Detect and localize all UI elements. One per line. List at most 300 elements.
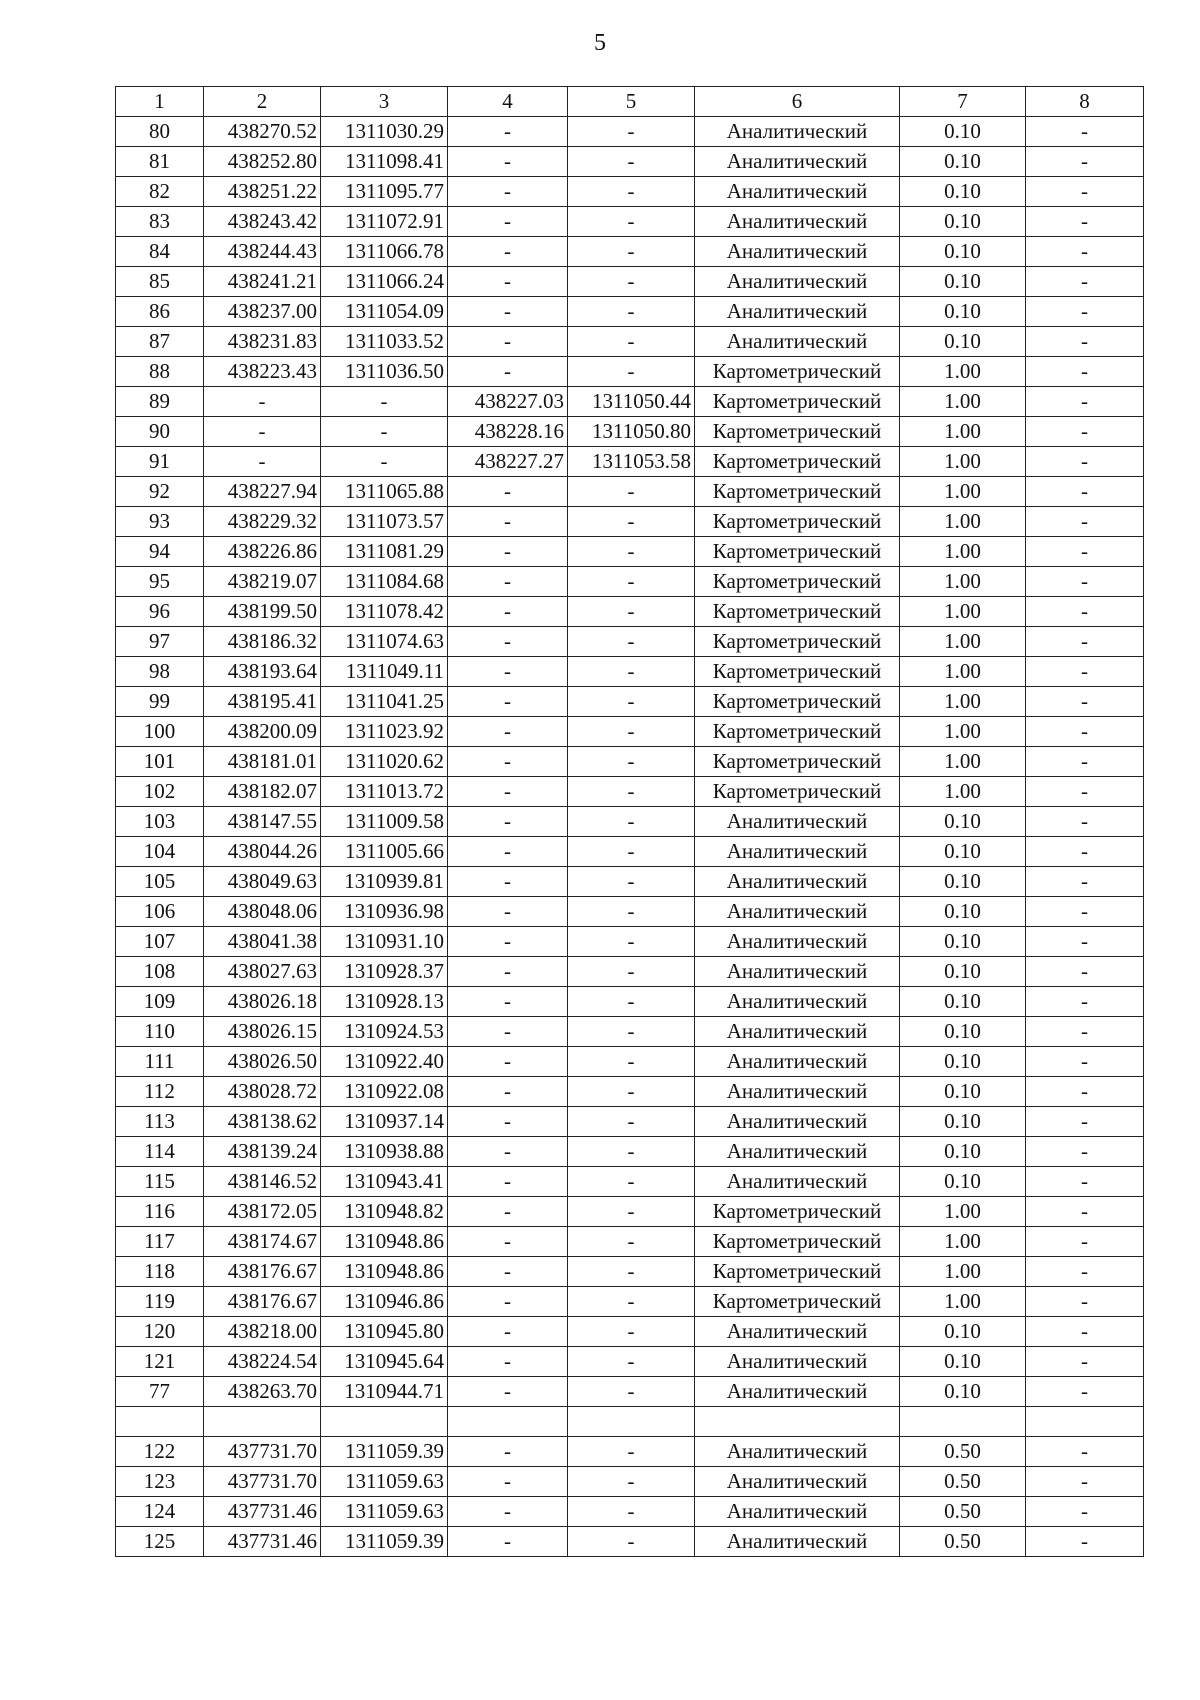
cell-coord-x: 438200.09 bbox=[204, 717, 321, 747]
table-row bbox=[116, 1227, 1144, 1257]
cell-coord-y-alt: - bbox=[568, 1257, 695, 1287]
cell-method bbox=[695, 1407, 900, 1437]
cell-note: - bbox=[1026, 1377, 1144, 1407]
cell-method: Картометрический bbox=[695, 477, 900, 507]
cell-note: - bbox=[1026, 927, 1144, 957]
cell-point-number: 95 bbox=[116, 567, 204, 597]
cell-point-number: 90 bbox=[116, 417, 204, 447]
cell-coord-x-alt: - bbox=[448, 117, 568, 147]
table-row bbox=[116, 117, 1144, 147]
table-row bbox=[116, 1437, 1144, 1467]
cell-method: Картометрический bbox=[695, 507, 900, 537]
cell-coord-x: 438182.07 bbox=[204, 777, 321, 807]
cell-note: - bbox=[1026, 657, 1144, 687]
cell-note: - bbox=[1026, 417, 1144, 447]
cell-method: Картометрический bbox=[695, 1197, 900, 1227]
cell-coord-x-alt: - bbox=[448, 1017, 568, 1047]
cell-method: Аналитический bbox=[695, 807, 900, 837]
cell-accuracy: 0.10 bbox=[900, 807, 1026, 837]
table-row bbox=[116, 1317, 1144, 1347]
cell-point-number: 84 bbox=[116, 237, 204, 267]
table-row bbox=[116, 297, 1144, 327]
cell-coord-y: 1311081.29 bbox=[321, 537, 448, 567]
cell-note: - bbox=[1026, 1497, 1144, 1527]
cell-coord-y: 1310939.81 bbox=[321, 867, 448, 897]
cell-coord-y-alt: - bbox=[568, 1017, 695, 1047]
cell-accuracy: 0.10 bbox=[900, 267, 1026, 297]
table-row bbox=[116, 147, 1144, 177]
cell-note: - bbox=[1026, 1047, 1144, 1077]
cell-note: - bbox=[1026, 117, 1144, 147]
table-row bbox=[116, 477, 1144, 507]
cell-point-number: 87 bbox=[116, 327, 204, 357]
cell-coord-x: 438199.50 bbox=[204, 597, 321, 627]
cell-coord-y: 1310948.86 bbox=[321, 1257, 448, 1287]
cell-method: Аналитический bbox=[695, 1527, 900, 1557]
cell-coord-x: 438181.01 bbox=[204, 747, 321, 777]
cell-coord-x: 438226.86 bbox=[204, 537, 321, 567]
cell-accuracy: 1.00 bbox=[900, 657, 1026, 687]
cell-coord-y-alt: - bbox=[568, 1317, 695, 1347]
cell-accuracy: 1.00 bbox=[900, 357, 1026, 387]
cell-coord-x-alt: - bbox=[448, 1467, 568, 1497]
cell-note: - bbox=[1026, 717, 1144, 747]
cell-accuracy: 1.00 bbox=[900, 567, 1026, 597]
cell-coord-y bbox=[321, 1407, 448, 1437]
cell-method: Аналитический bbox=[695, 867, 900, 897]
cell-note: - bbox=[1026, 327, 1144, 357]
cell-coord-x-alt: - bbox=[448, 867, 568, 897]
cell-coord-y-alt: - bbox=[568, 1197, 695, 1227]
cell-coord-x-alt: - bbox=[448, 777, 568, 807]
cell-point-number: 92 bbox=[116, 477, 204, 507]
cell-method: Аналитический bbox=[695, 957, 900, 987]
cell-method: Картометрический bbox=[695, 777, 900, 807]
cell-coord-y: 1311059.39 bbox=[321, 1527, 448, 1557]
cell-note: - bbox=[1026, 1197, 1144, 1227]
cell-coord-x-alt: - bbox=[448, 747, 568, 777]
cell-note: - bbox=[1026, 897, 1144, 927]
cell-accuracy: 0.10 bbox=[900, 897, 1026, 927]
table-row bbox=[116, 777, 1144, 807]
cell-coord-y: 1311059.39 bbox=[321, 1437, 448, 1467]
cell-coord-x-alt bbox=[448, 1407, 568, 1437]
cell-coord-y-alt: - bbox=[568, 777, 695, 807]
table-row bbox=[116, 1197, 1144, 1227]
cell-coord-x: 438048.06 bbox=[204, 897, 321, 927]
cell-coord-x: 438231.83 bbox=[204, 327, 321, 357]
table-row bbox=[116, 1167, 1144, 1197]
table-row bbox=[116, 1137, 1144, 1167]
cell-coord-y-alt: - bbox=[568, 477, 695, 507]
cell-note: - bbox=[1026, 627, 1144, 657]
cell-coord-x-alt: - bbox=[448, 147, 568, 177]
cell-coord-x: 438028.72 bbox=[204, 1077, 321, 1107]
cell-coord-x: 438026.15 bbox=[204, 1017, 321, 1047]
cell-coord-x-alt: - bbox=[448, 837, 568, 867]
cell-accuracy: 1.00 bbox=[900, 687, 1026, 717]
cell-coord-x-alt: - bbox=[448, 297, 568, 327]
cell-coord-y: 1310945.80 bbox=[321, 1317, 448, 1347]
cell-point-number: 80 bbox=[116, 117, 204, 147]
cell-point-number: 86 bbox=[116, 297, 204, 327]
table-row bbox=[116, 717, 1144, 747]
table-row bbox=[116, 267, 1144, 297]
cell-coord-x: 438263.70 bbox=[204, 1377, 321, 1407]
cell-method: Аналитический bbox=[695, 1347, 900, 1377]
cell-note bbox=[1026, 1407, 1144, 1437]
cell-note: - bbox=[1026, 837, 1144, 867]
cell-note: - bbox=[1026, 777, 1144, 807]
table-row bbox=[116, 1077, 1144, 1107]
cell-coord-x-alt: - bbox=[448, 567, 568, 597]
cell-accuracy: 0.10 bbox=[900, 927, 1026, 957]
cell-point-number: 94 bbox=[116, 537, 204, 567]
cell-coord-x: 438049.63 bbox=[204, 867, 321, 897]
cell-coord-y-alt: - bbox=[568, 1077, 695, 1107]
cell-accuracy: 0.10 bbox=[900, 1347, 1026, 1377]
cell-coord-x: - bbox=[204, 387, 321, 417]
cell-coord-x-alt: - bbox=[448, 357, 568, 387]
cell-method: Аналитический bbox=[695, 1077, 900, 1107]
cell-coord-y-alt: - bbox=[568, 147, 695, 177]
cell-note: - bbox=[1026, 1467, 1144, 1497]
cell-coord-y: 1310928.37 bbox=[321, 957, 448, 987]
cell-coord-x-alt: 438227.03 bbox=[448, 387, 568, 417]
cell-accuracy: 1.00 bbox=[900, 1227, 1026, 1257]
cell-note: - bbox=[1026, 1227, 1144, 1257]
cell-point-number: 124 bbox=[116, 1497, 204, 1527]
table-row bbox=[116, 837, 1144, 867]
cell-note: - bbox=[1026, 477, 1144, 507]
table-row bbox=[116, 177, 1144, 207]
cell-coord-y-alt: - bbox=[568, 1377, 695, 1407]
cell-coord-x: 438176.67 bbox=[204, 1287, 321, 1317]
cell-coord-y-alt: - bbox=[568, 747, 695, 777]
cell-accuracy: 0.10 bbox=[900, 1047, 1026, 1077]
cell-coord-x: 438229.32 bbox=[204, 507, 321, 537]
cell-accuracy: 1.00 bbox=[900, 1257, 1026, 1287]
cell-coord-y: 1310946.86 bbox=[321, 1287, 448, 1317]
table-row bbox=[116, 1527, 1144, 1557]
cell-coord-x-alt: - bbox=[448, 597, 568, 627]
cell-coord-y: 1311054.09 bbox=[321, 297, 448, 327]
cell-note: - bbox=[1026, 357, 1144, 387]
table-row bbox=[116, 327, 1144, 357]
cell-coord-x: 438027.63 bbox=[204, 957, 321, 987]
cell-coord-y-alt: - bbox=[568, 1437, 695, 1467]
cell-method: Картометрический bbox=[695, 447, 900, 477]
cell-coord-y-alt: - bbox=[568, 657, 695, 687]
cell-coord-y-alt: - bbox=[568, 537, 695, 567]
cell-note: - bbox=[1026, 267, 1144, 297]
table-row bbox=[116, 1107, 1144, 1137]
cell-point-number: 121 bbox=[116, 1347, 204, 1377]
cell-method: Аналитический bbox=[695, 1497, 900, 1527]
cell-coord-y: 1311005.66 bbox=[321, 837, 448, 867]
cell-coord-y-alt bbox=[568, 1407, 695, 1437]
cell-accuracy: 0.10 bbox=[900, 1107, 1026, 1137]
cell-accuracy: 0.10 bbox=[900, 867, 1026, 897]
column-header: 7 bbox=[900, 87, 1026, 117]
cell-coord-x: 438251.22 bbox=[204, 177, 321, 207]
cell-point-number: 114 bbox=[116, 1137, 204, 1167]
cell-coord-x: 438243.42 bbox=[204, 207, 321, 237]
table-row bbox=[116, 507, 1144, 537]
cell-note: - bbox=[1026, 1347, 1144, 1377]
table-row bbox=[116, 897, 1144, 927]
cell-accuracy: 0.10 bbox=[900, 117, 1026, 147]
cell-note: - bbox=[1026, 537, 1144, 567]
cell-method: Аналитический bbox=[695, 237, 900, 267]
cell-coord-x-alt: - bbox=[448, 1287, 568, 1317]
table-row bbox=[116, 1377, 1144, 1407]
cell-accuracy: 0.10 bbox=[900, 1167, 1026, 1197]
cell-coord-x-alt: - bbox=[448, 627, 568, 657]
cell-point-number: 108 bbox=[116, 957, 204, 987]
cell-coord-y-alt: - bbox=[568, 1527, 695, 1557]
table-row bbox=[116, 1257, 1144, 1287]
cell-note: - bbox=[1026, 147, 1144, 177]
cell-coord-x-alt: - bbox=[448, 807, 568, 837]
cell-accuracy: 0.10 bbox=[900, 297, 1026, 327]
cell-coord-y: 1311066.24 bbox=[321, 267, 448, 297]
cell-note: - bbox=[1026, 867, 1144, 897]
cell-coord-x-alt: - bbox=[448, 1317, 568, 1347]
cell-coord-y-alt: - bbox=[568, 897, 695, 927]
cell-note: - bbox=[1026, 1017, 1144, 1047]
cell-point-number: 81 bbox=[116, 147, 204, 177]
cell-coord-x-alt: - bbox=[448, 477, 568, 507]
cell-method: Аналитический bbox=[695, 897, 900, 927]
cell-coord-x: 438224.54 bbox=[204, 1347, 321, 1377]
cell-coord-y: 1311020.62 bbox=[321, 747, 448, 777]
cell-accuracy: 1.00 bbox=[900, 627, 1026, 657]
cell-note: - bbox=[1026, 297, 1144, 327]
cell-coord-x: 438172.05 bbox=[204, 1197, 321, 1227]
cell-coord-x: 438186.32 bbox=[204, 627, 321, 657]
cell-coord-y-alt: 1311053.58 bbox=[568, 447, 695, 477]
cell-coord-y: 1310945.64 bbox=[321, 1347, 448, 1377]
cell-accuracy: 1.00 bbox=[900, 1287, 1026, 1317]
cell-coord-x-alt: - bbox=[448, 1107, 568, 1137]
cell-accuracy: 0.10 bbox=[900, 1017, 1026, 1047]
cell-coord-x-alt: - bbox=[448, 1377, 568, 1407]
table-row bbox=[116, 597, 1144, 627]
cell-method: Картометрический bbox=[695, 687, 900, 717]
cell-coord-y-alt: - bbox=[568, 1047, 695, 1077]
cell-coord-x: 438146.52 bbox=[204, 1167, 321, 1197]
table-row bbox=[116, 807, 1144, 837]
cell-coord-y: 1310938.88 bbox=[321, 1137, 448, 1167]
table-row bbox=[116, 417, 1144, 447]
cell-coord-x-alt: - bbox=[448, 987, 568, 1017]
cell-coord-y: 1311059.63 bbox=[321, 1497, 448, 1527]
cell-coord-x-alt: - bbox=[448, 1137, 568, 1167]
cell-coord-x: 438174.67 bbox=[204, 1227, 321, 1257]
cell-note: - bbox=[1026, 567, 1144, 597]
cell-point-number: 83 bbox=[116, 207, 204, 237]
cell-method: Аналитический bbox=[695, 1047, 900, 1077]
cell-coord-x: 438147.55 bbox=[204, 807, 321, 837]
cell-coord-y-alt: - bbox=[568, 567, 695, 597]
cell-coord-y-alt: - bbox=[568, 267, 695, 297]
cell-coord-x: 438241.21 bbox=[204, 267, 321, 297]
cell-method: Аналитический bbox=[695, 927, 900, 957]
cell-point-number: 100 bbox=[116, 717, 204, 747]
cell-coord-y: 1311030.29 bbox=[321, 117, 448, 147]
cell-coord-y-alt: - bbox=[568, 687, 695, 717]
cell-point-number: 120 bbox=[116, 1317, 204, 1347]
cell-coord-x bbox=[204, 1407, 321, 1437]
cell-method: Картометрический bbox=[695, 747, 900, 777]
cell-coord-y-alt: - bbox=[568, 987, 695, 1017]
cell-point-number: 123 bbox=[116, 1467, 204, 1497]
cell-accuracy: 1.00 bbox=[900, 597, 1026, 627]
cell-point-number: 97 bbox=[116, 627, 204, 657]
cell-coord-y-alt: - bbox=[568, 117, 695, 147]
cell-point-number: 122 bbox=[116, 1437, 204, 1467]
cell-coord-y: 1310937.14 bbox=[321, 1107, 448, 1137]
cell-point-number: 96 bbox=[116, 597, 204, 627]
cell-point-number: 106 bbox=[116, 897, 204, 927]
cell-accuracy: 0.10 bbox=[900, 987, 1026, 1017]
cell-method: Аналитический bbox=[695, 987, 900, 1017]
table-row bbox=[116, 627, 1144, 657]
cell-coord-x: 438237.00 bbox=[204, 297, 321, 327]
table-row bbox=[116, 1407, 1144, 1437]
table-row bbox=[116, 987, 1144, 1017]
column-header: 3 bbox=[321, 87, 448, 117]
cell-method: Аналитический bbox=[695, 1467, 900, 1497]
cell-accuracy: 0.10 bbox=[900, 957, 1026, 987]
cell-point-number: 111 bbox=[116, 1047, 204, 1077]
cell-coord-y-alt: 1311050.80 bbox=[568, 417, 695, 447]
cell-method: Картометрический bbox=[695, 627, 900, 657]
table-row bbox=[116, 927, 1144, 957]
cell-coord-y: 1310922.08 bbox=[321, 1077, 448, 1107]
cell-point-number: 112 bbox=[116, 1077, 204, 1107]
cell-coord-x-alt: - bbox=[448, 1197, 568, 1227]
cell-method: Картометрический bbox=[695, 1257, 900, 1287]
cell-coord-y: 1311013.72 bbox=[321, 777, 448, 807]
table-row bbox=[116, 1497, 1144, 1527]
cell-method: Аналитический bbox=[695, 1377, 900, 1407]
cell-accuracy: 0.50 bbox=[900, 1527, 1026, 1557]
cell-point-number: 116 bbox=[116, 1197, 204, 1227]
cell-method: Картометрический bbox=[695, 387, 900, 417]
cell-coord-y-alt: - bbox=[568, 1497, 695, 1527]
table-row bbox=[116, 747, 1144, 777]
cell-point-number: 77 bbox=[116, 1377, 204, 1407]
cell-coord-x: 438193.64 bbox=[204, 657, 321, 687]
cell-accuracy: 1.00 bbox=[900, 747, 1026, 777]
cell-coord-x-alt: - bbox=[448, 1527, 568, 1557]
table-body bbox=[116, 117, 1144, 1557]
cell-coord-y: 1310944.71 bbox=[321, 1377, 448, 1407]
cell-coord-y: - bbox=[321, 387, 448, 417]
cell-note: - bbox=[1026, 387, 1144, 417]
cell-coord-y-alt: - bbox=[568, 1467, 695, 1497]
cell-coord-x: 437731.70 bbox=[204, 1467, 321, 1497]
cell-coord-y: 1311074.63 bbox=[321, 627, 448, 657]
cell-coord-x-alt: - bbox=[448, 1257, 568, 1287]
cell-note: - bbox=[1026, 957, 1144, 987]
column-header: 4 bbox=[448, 87, 568, 117]
cell-coord-x: 438227.94 bbox=[204, 477, 321, 507]
cell-method: Аналитический bbox=[695, 327, 900, 357]
cell-accuracy: 1.00 bbox=[900, 777, 1026, 807]
cell-note: - bbox=[1026, 597, 1144, 627]
cell-note: - bbox=[1026, 1287, 1144, 1317]
cell-accuracy: 1.00 bbox=[900, 717, 1026, 747]
cell-method: Аналитический bbox=[695, 177, 900, 207]
table-row bbox=[116, 657, 1144, 687]
cell-coord-y: 1311073.57 bbox=[321, 507, 448, 537]
cell-note: - bbox=[1026, 1107, 1144, 1137]
cell-note: - bbox=[1026, 1437, 1144, 1467]
cell-coord-y-alt: - bbox=[568, 717, 695, 747]
cell-coord-x-alt: - bbox=[448, 1167, 568, 1197]
cell-coord-x-alt: 438227.27 bbox=[448, 447, 568, 477]
cell-accuracy: 1.00 bbox=[900, 387, 1026, 417]
cell-coord-y: 1311049.11 bbox=[321, 657, 448, 687]
table-row bbox=[116, 1287, 1144, 1317]
cell-coord-x-alt: - bbox=[448, 1437, 568, 1467]
cell-coord-y-alt: - bbox=[568, 957, 695, 987]
cell-point-number: 110 bbox=[116, 1017, 204, 1047]
column-header: 5 bbox=[568, 87, 695, 117]
cell-coord-x-alt: - bbox=[448, 207, 568, 237]
cell-coord-x-alt: - bbox=[448, 1047, 568, 1077]
cell-method: Аналитический bbox=[695, 1137, 900, 1167]
cell-accuracy: 1.00 bbox=[900, 1197, 1026, 1227]
cell-coord-y: - bbox=[321, 447, 448, 477]
cell-method: Аналитический bbox=[695, 1017, 900, 1047]
cell-coord-x-alt: - bbox=[448, 687, 568, 717]
cell-coord-x: 438026.18 bbox=[204, 987, 321, 1017]
cell-point-number: 101 bbox=[116, 747, 204, 777]
cell-method: Картометрический bbox=[695, 717, 900, 747]
cell-coord-x-alt: - bbox=[448, 237, 568, 267]
table-row bbox=[116, 447, 1144, 477]
cell-coord-y-alt: - bbox=[568, 1137, 695, 1167]
cell-coord-y-alt: - bbox=[568, 237, 695, 267]
cell-coord-y: 1311095.77 bbox=[321, 177, 448, 207]
cell-coord-x-alt: - bbox=[448, 1347, 568, 1377]
cell-coord-x-alt: - bbox=[448, 897, 568, 927]
cell-accuracy: 0.50 bbox=[900, 1467, 1026, 1497]
cell-point-number: 117 bbox=[116, 1227, 204, 1257]
cell-coord-y: 1311084.68 bbox=[321, 567, 448, 597]
cell-method: Аналитический bbox=[695, 117, 900, 147]
cell-coord-x-alt: 438228.16 bbox=[448, 417, 568, 447]
cell-coord-y: - bbox=[321, 417, 448, 447]
cell-coord-y-alt: - bbox=[568, 177, 695, 207]
cell-method: Аналитический bbox=[695, 297, 900, 327]
cell-coord-y-alt: - bbox=[568, 1347, 695, 1377]
cell-point-number: 125 bbox=[116, 1527, 204, 1557]
cell-point-number: 91 bbox=[116, 447, 204, 477]
cell-method: Картометрический bbox=[695, 357, 900, 387]
cell-accuracy: 0.10 bbox=[900, 1377, 1026, 1407]
cell-coord-y: 1310936.98 bbox=[321, 897, 448, 927]
cell-coord-y: 1311023.92 bbox=[321, 717, 448, 747]
cell-coord-x: 437731.70 bbox=[204, 1437, 321, 1467]
cell-accuracy: 0.10 bbox=[900, 1137, 1026, 1167]
cell-coord-y: 1311065.88 bbox=[321, 477, 448, 507]
cell-point-number: 105 bbox=[116, 867, 204, 897]
